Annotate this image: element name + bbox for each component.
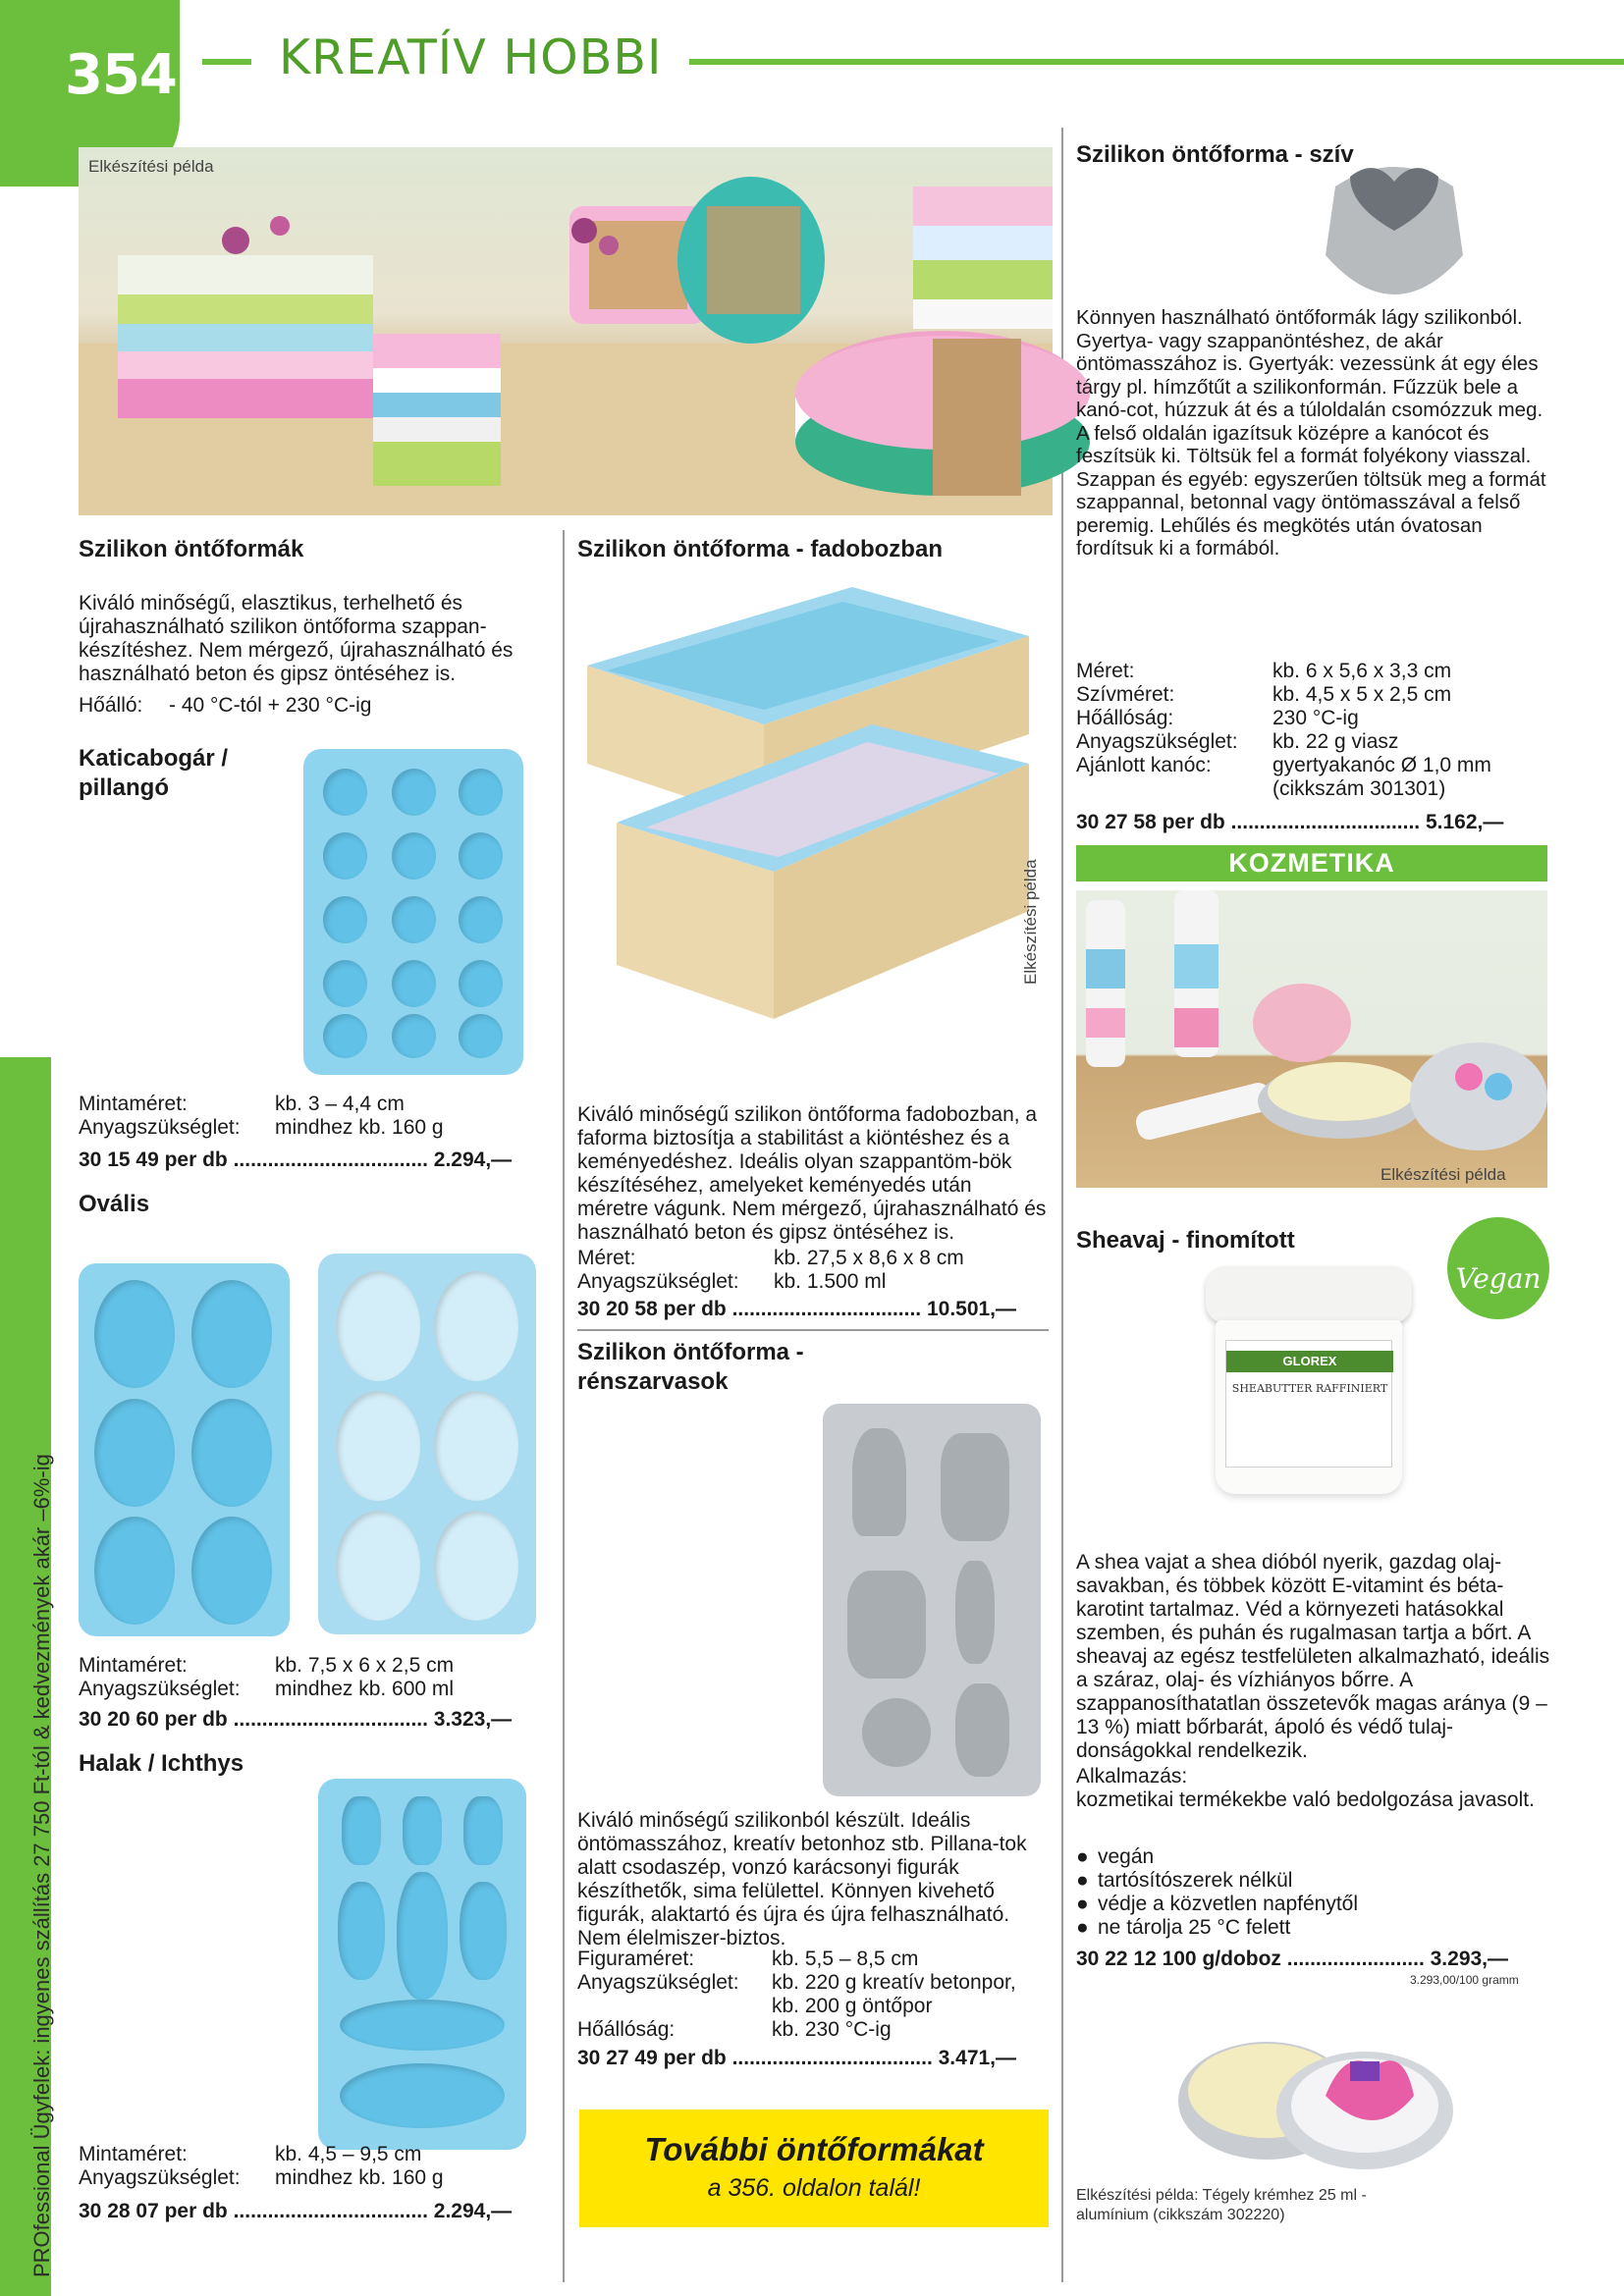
- photo-caption: Elkészítési példa: [1380, 1165, 1506, 1184]
- spec-table: [79, 1654, 540, 1701]
- spec-value: kb. 1.500 ml: [774, 1270, 887, 1293]
- spec-label: Mintaméret:: [79, 1654, 188, 1677]
- spec-label: Anyagszükséglet:: [1076, 730, 1238, 753]
- jar-lid: [1206, 1266, 1412, 1323]
- page-title: KREATÍV HOBBI: [279, 29, 663, 85]
- spec-label: Anyagszükséglet:: [79, 1678, 241, 1700]
- column-divider-1: [563, 530, 565, 2282]
- section-title-reindeer: Szilikon öntőforma - rénszarvasok: [577, 1339, 804, 1395]
- spec-label: Méret:: [577, 1247, 636, 1269]
- heart-mold-illustration: [1316, 147, 1473, 314]
- photo-caption-vertical: Elkészítési példa: [1021, 859, 1040, 985]
- oval-mold-image-a: [79, 1263, 290, 1636]
- spec-value: kb. 27,5 x 8,6 x 8 cm: [774, 1247, 964, 1269]
- section-desc-heart-mold: Könnyen használható öntőformák lágy szilikonból. Gyertya- vagy szappanöntéshez, de akár öntömasszához is. Gyertyák: vezessünk át egy éles tárgy pl. hímzőtűt a szilikonformán. Fűzzük bele a kanó-cot, húzzuk át és a túloldalán csomózzuk meg. A felső oldalán igazítsuk középre a kanócot és feszítsük ki. Töltsük fel a formát folyékony viasszal. Szappan és egyéb: egyszerűen töltsük meg a formát szappannal, betonnal vagy öntömasszával a felső peremig. Lehűlés és megkötés után óvatosan fordítsuk ki a formából.: [1076, 306, 1546, 560]
- section-title-shea-butter: Sheavaj - finomított: [1076, 1227, 1295, 1254]
- shea-butter-jar-image: [1206, 1266, 1412, 1494]
- side-promo-text: PROfessional Ügyfelek: ingyenes szállítás 27 750 Ft-tól & kedvezmények akár –6%-ig: [29, 1454, 54, 2277]
- section-desc-reindeer: Kiváló minőségű szilikonból készült. Ideális öntömasszához, kreatív betonhoz stb. Pillana-tok alatt csodaszép, vonzó karácsonyi figurák készíthetők, sima felülettel. Könnyen kivehető figurák, alaktartó és újra és újra felhasználható. Nem élelmiszer-biztos.: [577, 1809, 1027, 1949]
- spec-value: kb. 6 x 5,6 x 3,3 cm: [1272, 660, 1452, 682]
- section-desc-wooden-box: Kiváló minőségű szilikon öntőforma fadobozban, a faforma biztosítja a stabilitást a kiöntéshez és a keményedéshez. Ideális olyan szappantöm-bök készítéséhez, amelyeket keményedés után méretre vágunk. Nem mérgező, újrahasználható és használható beton és gipsz öntéséhez is.: [577, 1103, 1047, 1244]
- spec-label: Anyagszükséglet:: [577, 1971, 739, 1994]
- soap-illustration: [79, 147, 1053, 515]
- section-title-heart-mold: Szilikon öntőforma - szív: [1076, 141, 1354, 168]
- header-rule-right: [689, 59, 1624, 65]
- wooden-box-illustration: [577, 577, 1019, 1080]
- wooden-box-mold-image: [577, 577, 1019, 1080]
- section-desc-molds: Kiváló minőségű, elasztikus, terhelhető és újrahasználható szilikon öntőforma szappan-készítéshez. Nem mérgező, újrahasználható és használható beton és gipsz öntéséhez is.: [79, 592, 514, 685]
- photo-caption: Elkészítési példa: [88, 157, 214, 176]
- spec-value: kb. 220 g kreatív betonpor, kb. 200 g öntőpor: [772, 1971, 1016, 2017]
- cosmetics-photo: [1076, 890, 1547, 1188]
- cosmetics-illustration: [1076, 890, 1547, 1188]
- spec-value: kb. 7,5 x 6 x 2,5 cm: [275, 1654, 455, 1677]
- spec-value: kb. 4,5 – 9,5 cm: [275, 2143, 422, 2165]
- spec-value: kb. 4,5 x 5 x 2,5 cm: [1272, 683, 1452, 706]
- price-line: 30 27 58 per db ................................. 5.162,—: [1076, 811, 1504, 833]
- spec-value: mindhez kb. 600 ml: [275, 1678, 455, 1700]
- spec-label: Hőállóság:: [577, 2018, 676, 2041]
- section-title-wooden-box: Szilikon öntőforma - fadobozban: [577, 536, 943, 562]
- tin-jar-illustration: [1168, 2007, 1463, 2184]
- section-title-molds: Szilikon öntőformák: [79, 536, 304, 562]
- ladybug-butterfly-mold-image: [303, 749, 523, 1075]
- usage-text: kozmetikai termékekbe való bedolgozása javasolt.: [1076, 1789, 1535, 1811]
- tin-jar-image: [1168, 2007, 1463, 2184]
- promo-box[interactable]: [579, 2109, 1049, 2227]
- fish-mold-image: [318, 1779, 526, 2150]
- section-divider: [577, 1329, 1049, 1331]
- usage-title: Alkalmazás:: [1076, 1765, 1188, 1788]
- spec-label: Figuraméret:: [577, 1948, 695, 1970]
- list-item: ● ne tárolja 25 °C felett: [1076, 1916, 1291, 1939]
- spec-value: mindhez kb. 160 g: [275, 1116, 444, 1139]
- price-line: 30 27 49 per db ................................... 3.471,—: [577, 2047, 1017, 2069]
- jar-brand: GLOREX: [1226, 1351, 1393, 1372]
- vegan-badge-label: Vegan: [1455, 1262, 1542, 1295]
- page-number: 354: [65, 43, 177, 107]
- spec-label: Anyagszükséglet:: [79, 2166, 241, 2189]
- spec-value: kb. 22 g viasz: [1272, 730, 1399, 753]
- list-item: ● vegán: [1076, 1845, 1155, 1868]
- spec-label: Mintaméret:: [79, 1093, 188, 1115]
- category-banner: KOZMETIKA: [1076, 845, 1547, 881]
- spec-label: Hőálló:: [79, 694, 143, 717]
- spec-label: Mintaméret:: [79, 2143, 188, 2165]
- oval-mold-image-b: [318, 1254, 536, 1634]
- product-title: Katicabogár / pillangó: [79, 745, 229, 801]
- spec-value: kb. 230 °C-ig: [772, 2018, 892, 2041]
- price-line: 30 20 60 per db .................................. 3.323,—: [79, 1708, 513, 1731]
- product-title: Ovális: [79, 1191, 150, 1217]
- spec-table: [577, 1948, 1047, 2042]
- price-line: 30 20 58 per db ................................. 10.501,—: [577, 1298, 1017, 1320]
- spec-label: Szívméret:: [1076, 683, 1175, 706]
- section-desc-shea-butter: A shea vajat a shea dióból nyerik, gazdag olaj-savakban, és többek között E-vitamint és béta-karotint tartalmaz. Véd a környezeti hatásokkal szemben, és puhán és rugalmasan tartja a bőrt. A sheavaj az egész testfelületen alkalmazható, ideális a száraz, olaj- és vízhiányos bőrre. A szappanosíthatatlan összetevők magas aránya (9 – 13 %) miatt bőrbarát, ápoló és védő tulaj-donságokkal rendelkezik.: [1076, 1551, 1550, 1762]
- promo-title: További öntőformákat: [644, 2131, 984, 2167]
- price-line: 30 28 07 per db .................................. 2.294,—: [79, 2200, 513, 2222]
- spec-label: Ajánlott kanóc:: [1076, 754, 1212, 776]
- promo-subtitle: a 356. oldalon talál!: [707, 2174, 921, 2202]
- header-rule-left: [202, 59, 251, 65]
- list-item: ● védje a közvetlen napfénytől: [1076, 1893, 1359, 1915]
- reindeer-mold-image: [823, 1404, 1041, 1796]
- price-line: 30 22 12 100 g/doboz ........................ 3.293,—: [1076, 1948, 1509, 1970]
- jar-label-text: SHEABUTTER RAFFINIERT: [1231, 1382, 1388, 1395]
- spec-table: [577, 1247, 1047, 1294]
- spec-value: - 40 °C-tól + 230 °C-ig: [169, 694, 372, 717]
- spec-label: Hőállóság:: [1076, 707, 1174, 729]
- spec-value: mindhez kb. 160 g: [275, 2166, 444, 2189]
- spec-value: kb. 3 – 4,4 cm: [275, 1093, 405, 1115]
- spec-value: 230 °C-ig: [1272, 707, 1359, 729]
- jar-label: [1225, 1340, 1392, 1468]
- spec-table: [79, 1093, 540, 1140]
- soap-photo: [79, 147, 1053, 515]
- list-item: ● tartósítószerek nélkül: [1076, 1869, 1293, 1892]
- heat-resistance-row: [79, 694, 540, 718]
- price-line: 30 15 49 per db .................................. 2.294,—: [79, 1148, 513, 1171]
- spec-label: Méret:: [1076, 660, 1135, 682]
- spec-label: Anyagszükséglet:: [79, 1116, 241, 1139]
- spec-table: [79, 2143, 540, 2190]
- unit-price: 3.293,00/100 gramm: [1410, 1973, 1519, 1987]
- vegan-badge: [1447, 1217, 1549, 1319]
- spec-value: gyertyakanóc Ø 1,0 mm (cikkszám 301301): [1272, 754, 1491, 800]
- jar-body: [1216, 1320, 1402, 1494]
- spec-value: kb. 5,5 – 8,5 cm: [772, 1948, 919, 1970]
- image-caption: Elkészítési példa: Tégely krémhez 25 ml - alumínium (cikkszám 302220): [1076, 2187, 1367, 2223]
- spec-table: [1076, 660, 1553, 801]
- feature-list: [1076, 1845, 1553, 1940]
- heart-mold-image: [1316, 147, 1473, 314]
- spec-label: Anyagszükséglet:: [577, 1270, 739, 1293]
- product-title: Halak / Ichthys: [79, 1750, 244, 1777]
